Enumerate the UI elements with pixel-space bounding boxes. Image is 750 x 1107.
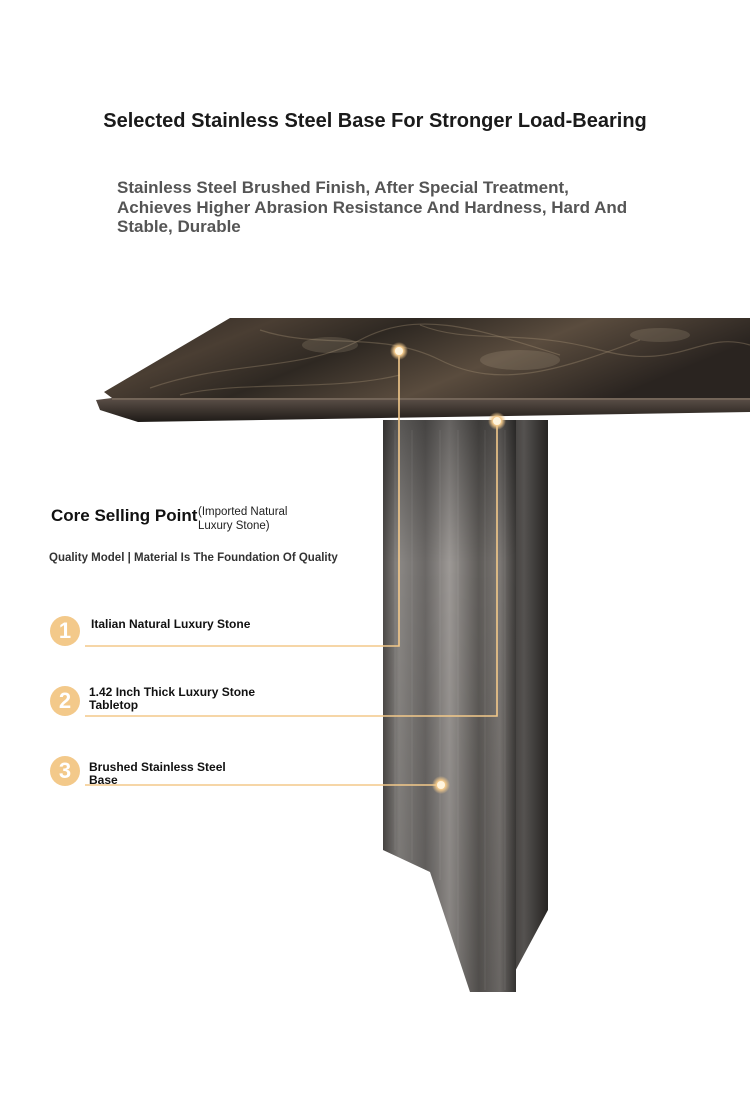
quality-line: Quality Model | Material Is The Foundation Of Quality <box>49 552 338 564</box>
feature-badge-3: 3 <box>50 756 80 786</box>
feature-badge-1: 1 <box>50 616 80 646</box>
core-selling-point-note: (Imported Natural Luxury Stone) <box>198 506 288 532</box>
page-title: Selected Stainless Steel Base For Stronger Load-Bearing <box>103 110 647 132</box>
feature-label-1: Italian Natural Luxury Stone <box>91 617 251 631</box>
feature-label-2: 1.42 Inch Thick Luxury Stone Tabletop <box>89 685 256 712</box>
feature-badge-2: 2 <box>50 686 80 716</box>
core-selling-point-title: Core Selling Point <box>51 506 198 525</box>
description-text: Stainless Steel Brushed Finish, After Special Treatment, Achieves Higher Abrasion Resistance And Hardness, Hard And Stable, Durable <box>117 178 628 236</box>
feature-label-3: Brushed Stainless Steel Base <box>89 760 226 787</box>
